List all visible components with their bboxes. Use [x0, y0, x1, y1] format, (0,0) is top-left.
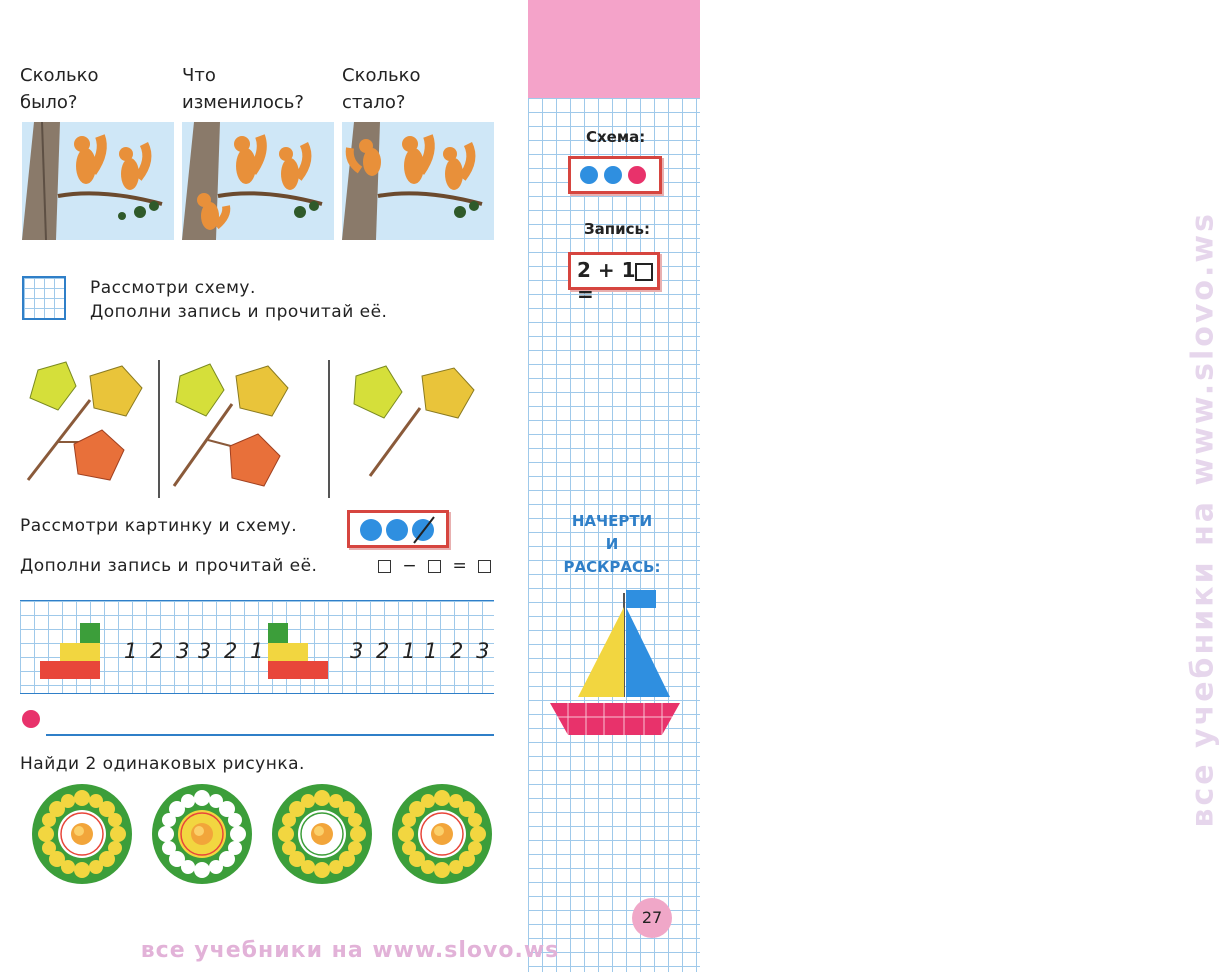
draw-title-line: РАСКРАСЬ: — [563, 558, 661, 576]
flower-plate-2 — [152, 784, 252, 884]
leaves-picture-1 — [18, 360, 158, 490]
scheme-label: Схема: — [586, 128, 646, 146]
flower-plate-1 — [32, 784, 132, 884]
draw-title-line: И — [605, 535, 619, 553]
boat-drawing — [546, 585, 686, 745]
stair-block-yellow — [60, 643, 100, 661]
question-line: изменилось? — [182, 92, 304, 113]
section-bullet — [22, 710, 40, 728]
digits-sequence: 1 2 3 — [124, 639, 193, 663]
record-box — [568, 252, 660, 306]
task3-line1: Найди 2 одинаковых рисунка. — [20, 754, 305, 774]
scheme-dot-blue — [604, 166, 622, 184]
squirrel-picture-1 — [22, 122, 174, 240]
divider — [328, 360, 330, 498]
task2-line1: Рассмотри картинку и схему. — [20, 516, 298, 536]
flower-plate-3 — [272, 784, 372, 884]
squirrel-picture-3 — [342, 122, 494, 240]
grid-task-icon — [22, 276, 66, 320]
question-change — [182, 62, 304, 116]
task2-line2: Дополни запись и прочитай её. — [20, 556, 318, 576]
question-line: стало? — [342, 92, 406, 113]
stair-block-red — [40, 661, 100, 679]
section-rule — [46, 734, 494, 736]
sidebar-pink-header — [528, 0, 700, 98]
vertical-watermark — [1183, 120, 1223, 840]
page-number: 27 — [632, 898, 672, 938]
leaves-picture-3 — [350, 364, 490, 484]
vertical-watermark-text: все учебники на www.slovo.ws — [1185, 211, 1221, 828]
minus-sign: − — [402, 556, 417, 576]
squirrel-picture-2 — [182, 122, 334, 240]
question-line: Сколько — [20, 65, 99, 86]
stair-block-green — [80, 623, 100, 643]
answer-square — [428, 560, 441, 573]
scheme-box — [568, 156, 662, 194]
question-after — [342, 62, 420, 116]
record-label: Запись: — [584, 220, 651, 238]
leaves-picture-2 — [170, 360, 320, 490]
scheme-dot-blue — [360, 519, 382, 541]
divider — [158, 360, 160, 498]
task1-line1: Рассмотри схему. — [90, 278, 256, 298]
scheme-dot-blue — [580, 166, 598, 184]
question-line: Сколько — [342, 65, 421, 86]
digits-sequence: 3 2 1 — [350, 639, 419, 663]
question-line: было? — [20, 92, 78, 113]
draw-title — [552, 510, 672, 579]
digits-sequence: 1 2 3 — [424, 639, 493, 663]
task2-scheme-box — [347, 510, 449, 548]
flower-plate-4 — [392, 784, 492, 884]
scheme-dot-blue — [386, 519, 408, 541]
draw-title-line: НАЧЕРТИ — [571, 512, 653, 530]
digits-sequence: 3 2 1 — [198, 639, 267, 663]
stair-block-green — [268, 623, 288, 643]
task1-line2: Дополни запись и прочитай её. — [90, 302, 388, 322]
question-before — [20, 62, 98, 116]
footer-watermark: все учебники на www.slovo.ws — [140, 938, 560, 963]
record-expression: 2 + 1 = — [577, 258, 636, 306]
stair-block-red — [268, 661, 328, 679]
question-line: Что — [182, 65, 216, 86]
answer-square — [635, 263, 653, 281]
writing-grid — [20, 600, 494, 694]
stair-block-yellow — [268, 643, 308, 661]
answer-square — [378, 560, 391, 573]
task2-equation — [378, 556, 491, 576]
scheme-dot-red — [628, 166, 646, 184]
flower-plates — [30, 784, 500, 884]
cross-out-mark — [410, 515, 438, 545]
answer-square — [478, 560, 491, 573]
sidebar — [528, 0, 1221, 972]
equals-sign: = — [452, 556, 467, 576]
